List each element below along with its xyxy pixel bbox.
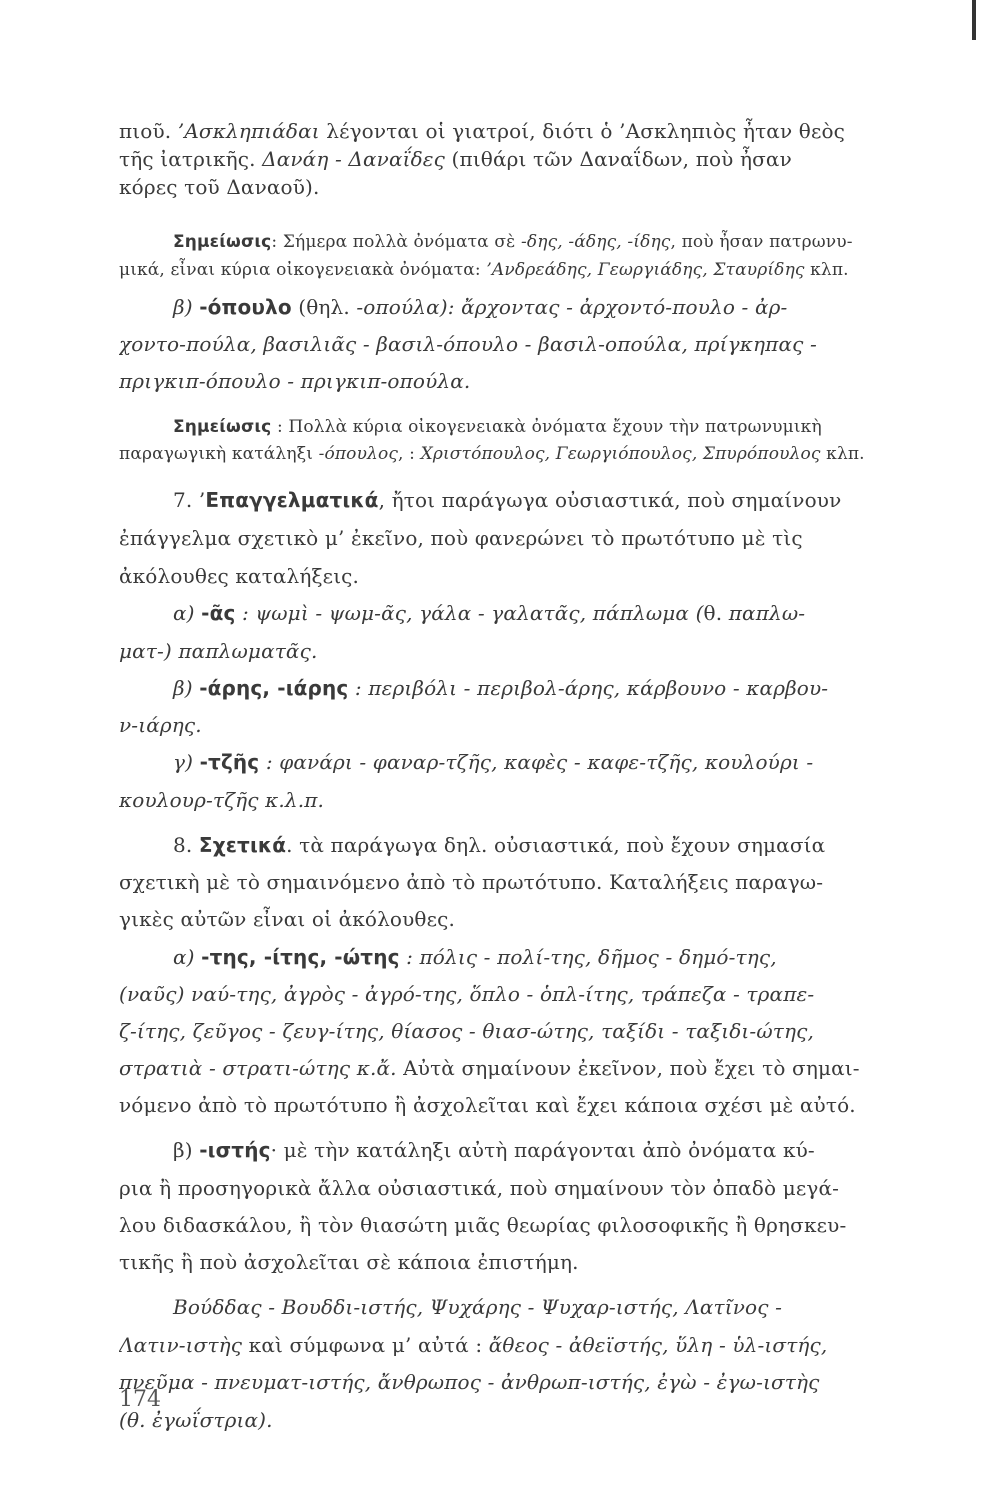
text-run: . τὰ παράγωγα δηλ. οὐσιαστικά, ποὺ ἔχουν σημασία — [286, 833, 826, 857]
text-line — [119, 1369, 931, 1395]
text-run: σχετικὴ μὲ τὸ σημαινόμενο ἀπὸ τὸ πρωτότυπο. Καταλήξεις παραγω- — [119, 870, 824, 894]
text-line — [119, 487, 982, 513]
text-run: (πιθάρι τῶν Δαναΐδων, ποὺ ἦσαν — [445, 147, 792, 171]
text-run: : Πολλὰ κύρια οἰκογενειακὰ ὀνόματα ἔχουν τὴν πατρωνυμικὴ — [271, 417, 822, 437]
text-run: ρια ἢ προσηγορικὰ ἄλλα οὐσιαστικά, ποὺ σημαίνουν τὸν ὀπαδὸ μεγά- — [119, 1176, 840, 1200]
italic-text: πριγκιπ-όπουλο - πριγκιπ-οπούλα. — [119, 369, 471, 393]
text-line — [119, 749, 982, 775]
bold-term: -ᾶς — [201, 601, 236, 625]
italic-text: κουλουρ-τζῆς κ.λ.π. — [119, 788, 325, 812]
italic-text: : περιβόλι - περιβολ-άρης, κάρβουνο - καρβου- — [348, 676, 829, 700]
italic-text: -δης, -άδης, -ίδης — [520, 232, 671, 252]
text-line — [119, 1055, 931, 1081]
text-run: ἀκόλουθες καταλήξεις. — [119, 564, 360, 588]
text-run: λου διδασκάλου, ἢ τὸν θιασώτη μιᾶς θεωρίας φιλοσοφικῆς ἢ θρησκευ- — [119, 1213, 847, 1237]
italic-text: Χριστόπουλος, Γεωργιόπουλος, Σπυρόπουλος — [420, 444, 821, 464]
text-line — [119, 257, 931, 283]
text-run: κλπ. — [820, 444, 865, 464]
bold-term: -άρης, -ιάρης — [199, 676, 349, 700]
text-line — [119, 331, 931, 357]
text-run: νόμενο ἀπὸ τὸ πρωτότυπο ἢ ἀσχολεῖται καὶ ἔχει κάποια σχέσι μὲ αὐτό. — [119, 1093, 856, 1117]
italic-text: ζ-ίτης, ζεῦγος - ζευγ-ίτης, θίασος - θιασ-ώτης, ταξίδι - ταξιδι-ώτης, — [119, 1019, 814, 1043]
text-line — [119, 1212, 931, 1238]
italic-text: ἄθεος - ἀθεϊστής, ὕλη - ὑλ-ιστής, — [488, 1333, 828, 1357]
italic-text: : ψωμὶ - ψωμ-ᾶς, γάλα - γαλατᾶς, πάπλωμα ( — [235, 601, 704, 625]
text-line — [119, 832, 982, 858]
text-line — [119, 1175, 931, 1201]
page-number: 174 — [119, 1387, 161, 1412]
bold-term: -ιστής — [199, 1138, 271, 1162]
italic-text: παπλω- — [722, 601, 806, 625]
text-line — [119, 294, 982, 320]
text-run: κόρες τοῦ Δαναοῦ). — [119, 175, 320, 199]
scan-edge-mark — [972, 0, 976, 40]
italic-text: πνεῦμα - πνευματ-ιστής, ἄνθρωπος - ἀνθρωπ-ιστής, ἐγὼ - ἐγω-ιστὴς — [119, 1370, 820, 1394]
italic-text: Βούδδας - Βουδδι-ιστής, Ψυχάρης - Ψυχαρ-ιστής, Λατῖνος - — [173, 1295, 782, 1319]
text-run: τικῆς ἢ ποὺ ἀσχολεῖται σὲ κάποια ἐπιστήμη. — [119, 1250, 579, 1274]
text-run: 8. — [173, 833, 199, 857]
text-run: γικὲς αὐτῶν εἶναι οἱ ἀκόλουθες. — [119, 907, 455, 931]
bold-term: Σημείωσις — [173, 417, 272, 437]
italic-text: α) — [173, 601, 202, 625]
italic-text: ’Ανδρεάδης, Γεωργιάδης, Σταυρίδης — [486, 260, 805, 280]
text-line — [119, 944, 982, 970]
text-line — [119, 1407, 931, 1433]
text-run: : Σήμερα πολλὰ ὀνόματα σὲ — [271, 232, 521, 252]
text-line — [119, 675, 982, 701]
text-line — [119, 563, 931, 589]
text-line — [119, 146, 931, 172]
text-line — [119, 1137, 982, 1163]
text-line — [119, 638, 931, 664]
text-line — [119, 229, 982, 255]
italic-text: -όπουλος — [318, 444, 399, 464]
text-run: Αὐτὰ σημαίνουν ἐκεῖνον, ποὺ ἔχει τὸ σημαι- — [396, 1056, 860, 1080]
text-run: (θηλ. — [291, 295, 357, 319]
text-run: τῆς ἰατρικῆς. — [119, 147, 263, 171]
text-line — [119, 118, 931, 144]
text-line — [119, 1249, 931, 1275]
text-line — [119, 441, 931, 467]
text-line — [119, 414, 982, 440]
text-line — [119, 1092, 931, 1118]
italic-text: στρατιὰ - στρατι-ώτης κ.ἄ. — [119, 1056, 397, 1080]
italic-text: (θ. — [119, 1408, 146, 1432]
text-run: λέγονται οἱ γιατροί, διότι ὁ ’Ασκληπιὸς ἦταν θεὸς — [319, 119, 846, 143]
text-line — [119, 174, 931, 200]
text-run: μικά, εἶναι κύρια οἰκογενειακὰ ὀνόματα: — [119, 260, 487, 280]
text-run: · μὲ τὴν κατάληξι αὐτὴ παράγονται ἀπὸ ὀνόματα κύ- — [270, 1138, 815, 1162]
text-line — [119, 1332, 931, 1358]
text-line — [119, 712, 931, 738]
italic-text: χοντο-πούλα, βασιλιᾶς - βασιλ-όπουλο - βασιλ-οπούλα, πρίγκηπας - — [119, 332, 817, 356]
italic-text: : φανάρι - φαναρ-τζῆς, καφὲς - καφε-τζῆς, κουλούρι - — [259, 750, 814, 774]
text-run: , ποὺ ἦσαν πατρωνυ- — [670, 232, 853, 252]
italic-text: : πόλις - πολί-της, δῆμος - δημό-της, — [399, 945, 777, 969]
italic-text: ἐγωΐστρια). — [145, 1408, 273, 1432]
text-run: β) — [173, 1138, 200, 1162]
text-line — [119, 600, 982, 626]
italic-text: γ) — [173, 750, 200, 774]
italic-text: ματ-) παπλωματᾶς. — [119, 639, 318, 663]
text-run: πιοῦ. — [119, 119, 178, 143]
italic-text: -οπούλα): ἄρχοντας - ἀρχοντό-πουλο - ἀρ- — [356, 295, 788, 319]
italic-text: Δανάη - Δαναΐδες — [262, 147, 446, 171]
bold-term: Επαγγελματικά — [205, 488, 379, 512]
italic-text: ’Ασκληπιάδαι — [177, 119, 320, 143]
text-run: , : — [398, 444, 421, 464]
italic-text: β) — [173, 676, 200, 700]
text-run: , ἤτοι παράγωγα οὐσιαστικά, ποὺ σημαίνουν — [378, 488, 842, 512]
bold-term: Σχετικά — [198, 833, 287, 857]
italic-text: ν-ιάρης. — [119, 713, 202, 737]
bold-term: -όπουλο — [199, 295, 292, 319]
text-run: κλπ. — [804, 260, 849, 280]
bold-term: -της, -ίτης, -ώτης — [201, 945, 400, 969]
italic-text: α) — [173, 945, 202, 969]
bold-term: -τζῆς — [199, 750, 260, 774]
text-run: καὶ σύμφωνα μ’ αὐτά : — [242, 1333, 489, 1357]
bold-term: Σημείωσις — [173, 232, 272, 252]
text-run: 7. ’ — [173, 488, 206, 512]
text-line — [119, 525, 931, 551]
text-line — [119, 981, 931, 1007]
text-run: παραγωγικὴ κατάληξι — [119, 444, 319, 464]
italic-text: (ναῦς) ναύ-της, ἀγρὸς - ἀγρό-της, ὅπλο - ὁπλ-ίτης, τράπεζα - τραπε- — [119, 982, 815, 1006]
text-line — [119, 787, 931, 813]
text-line — [119, 869, 931, 895]
text-line — [119, 1294, 982, 1320]
italic-text: Λατιν-ιστὴς — [119, 1333, 243, 1357]
italic-text: β) — [173, 295, 200, 319]
text-line — [119, 368, 931, 394]
text-line — [119, 1018, 931, 1044]
text-run: ἐπάγγελμα σχετικὸ μ’ ἐκεῖνο, ποὺ φανερώνει τὸ πρωτότυπο μὲ τὶς — [119, 526, 803, 550]
text-run: θ. — [703, 601, 723, 625]
text-line — [119, 906, 931, 932]
